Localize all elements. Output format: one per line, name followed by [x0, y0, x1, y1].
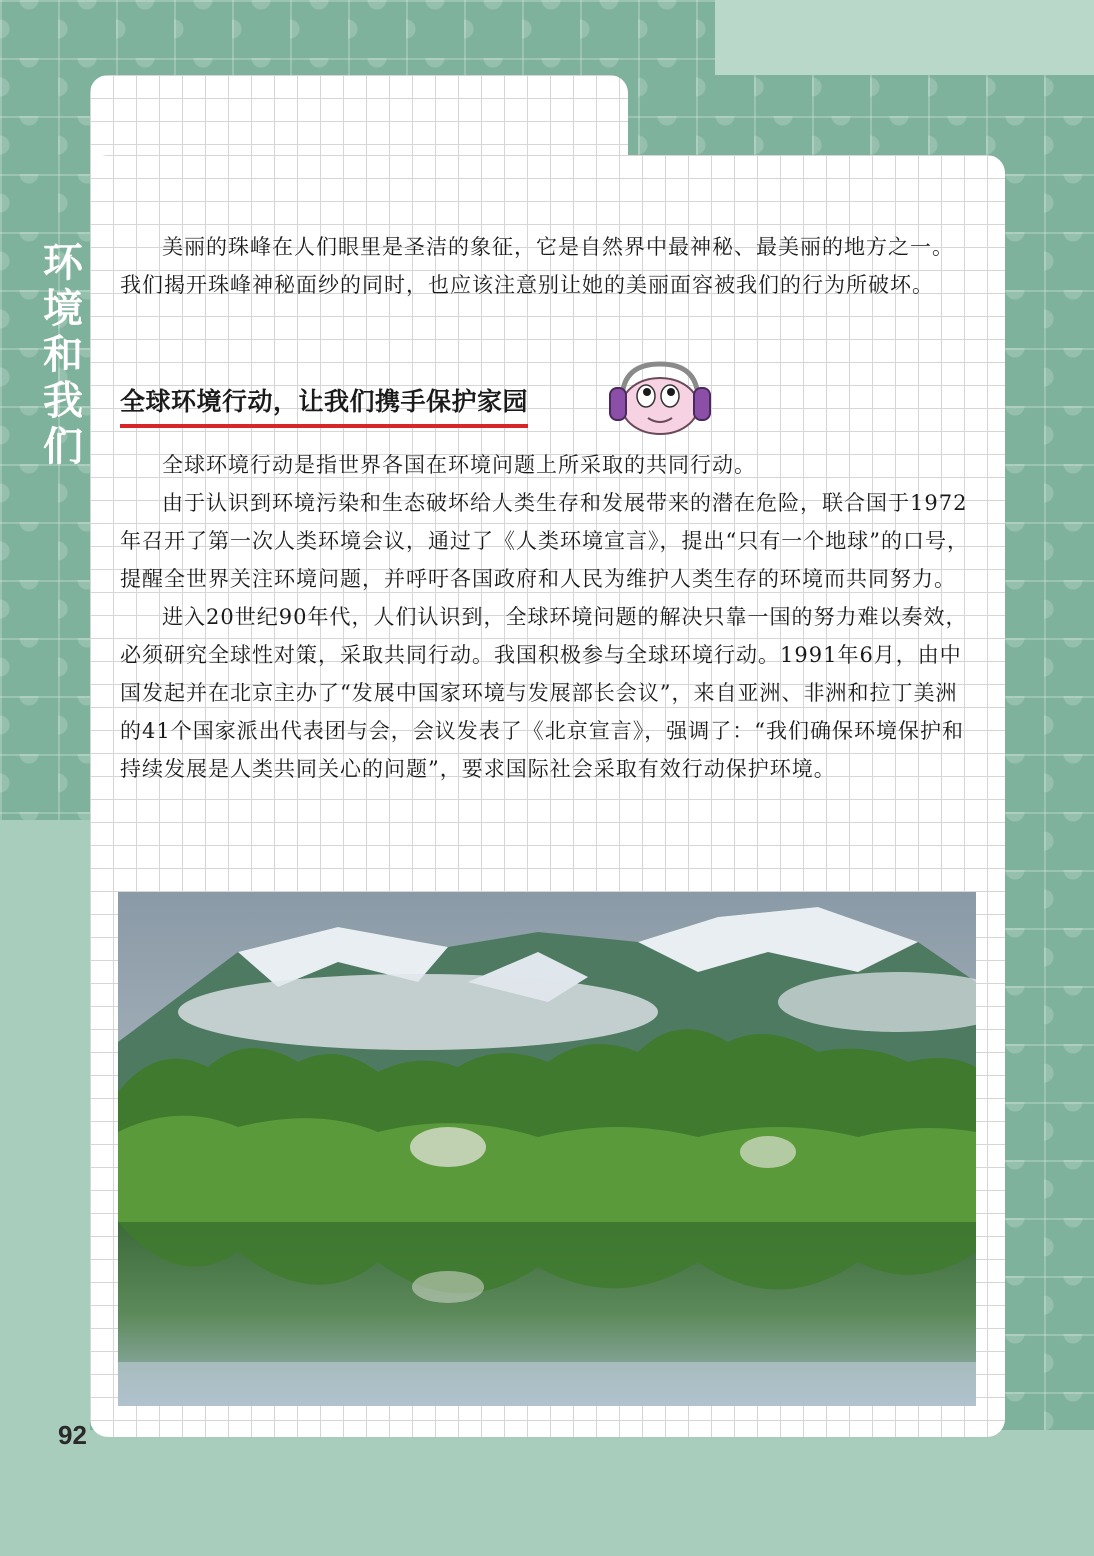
section-body — [120, 446, 975, 788]
intro-text — [120, 228, 975, 304]
sidebar-chapter-title: 环境和我们 — [43, 240, 83, 470]
section-paragraph-1: 全球环境行动是指世界各国在环境问题上所采取的共同行动。 — [162, 453, 756, 477]
background-light-panel-top — [715, 0, 1094, 75]
landscape-photo — [118, 892, 976, 1406]
background-light-panel-bottom — [0, 1430, 1094, 1556]
headphones-mascot-icon — [600, 358, 720, 438]
section-heading: 全球环境行动，让我们携手保护家园 — [120, 382, 528, 428]
section-paragraph-3: 进入20世纪90年代，人们认识到，全球环境问题的解决只靠一国的努力难以奏效，必须研究全球性对策，采取共同行动。我国积极参与全球环境行动。1991年6月，由中国发起并在北京主办了“发展中国家环境与发展部长会议”，来自亚洲、非洲和拉丁美洲的41个国家派出代表团与会，会议发表了《北京宣言》，强调了：“我们确保环境保护和持续发展是人类共同关心的问题”，要求国际社会采取有效行动保护环境。 — [120, 605, 968, 781]
intro-paragraph: 美丽的珠峰在人们眼里是圣洁的象征，它是自然界中最神秘、最美丽的地方之一。我们揭开珠峰神秘面纱的同时，也应该注意别让她的美丽面容被我们的行为所破坏。 — [120, 235, 954, 297]
section-paragraph-2: 由于认识到环境污染和生态破坏给人类生存和发展带来的潜在危险，联合国于1972年召开了第一次人类环境会议，通过了《人类环境宣言》，提出“只有一个地球”的口号，提醒全世界关注环境问题，并呼吁各国政府和人民为维护人类生存的环境而共同努力。 — [120, 491, 969, 591]
page-number: 92 — [58, 1420, 87, 1450]
